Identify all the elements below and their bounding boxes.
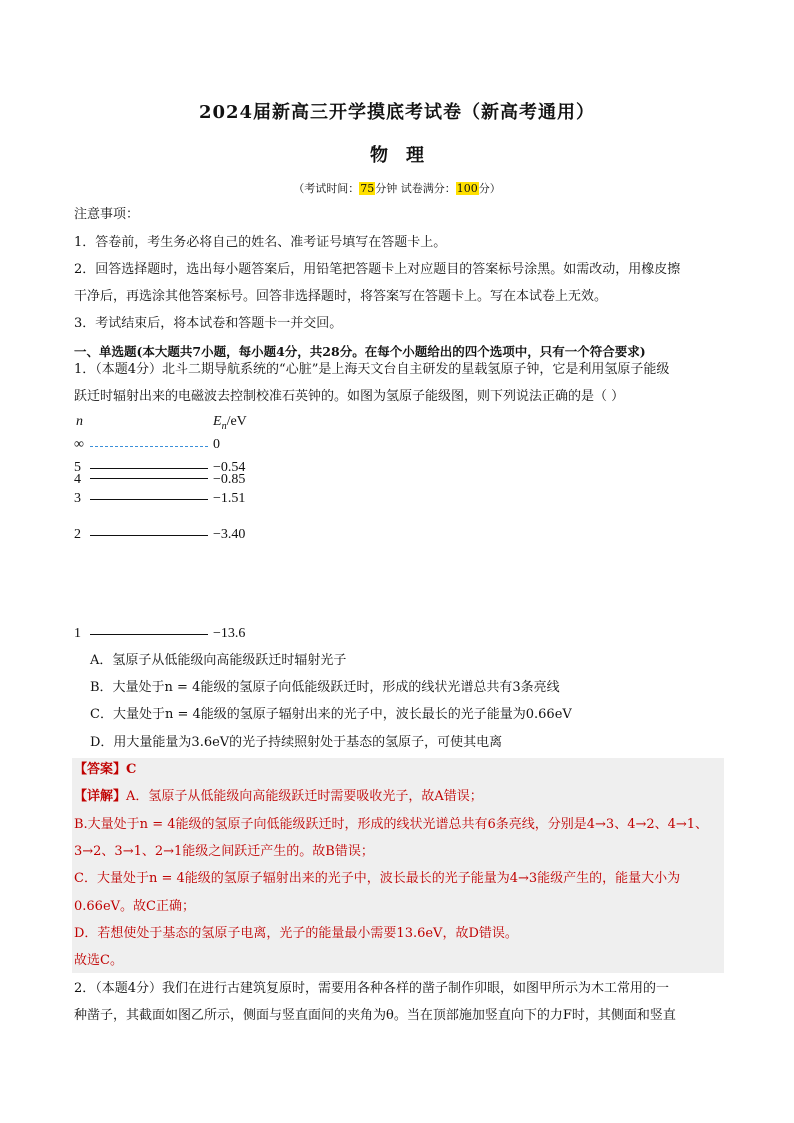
q1-explain-line: C．大量处于n = 4能级的氢原子辐射出来的光子中，波长最长的光子能量为4→3能级产生的，能量大小为 [74, 871, 681, 886]
level-n-3: 3 [74, 491, 81, 506]
note-item: 干净后，再选涂其他答案标号。回答非选择题时，将答案写在答题卡上。写在本试卷上无效。 [74, 289, 608, 304]
level-line-2 [90, 535, 208, 536]
level-n-inf: ∞ [74, 437, 84, 452]
level-e-inf: 0 [213, 437, 220, 452]
q1-explain-line: 0.66eV。故C正确； [74, 899, 195, 914]
time-prefix: （考试时间： [293, 182, 360, 195]
q1-option-b: B．大量处于n = 4能级的氢原子向低能级跃迁时，形成的线状光谱总共有3条亮线 [90, 680, 560, 695]
level-line-4 [90, 478, 208, 479]
level-line-5 [90, 468, 208, 469]
q1-explain-line: 3→2、3→1、2→1能级之间跃迁产生的。故B错误； [74, 844, 374, 859]
level-n-4: 4 [74, 472, 81, 487]
q1-explain-line: 【详解】A．氢原子从低能级向高能级跃迁时需要吸收光子，故A错误； [74, 789, 483, 804]
level-n-5: 5 [74, 460, 81, 475]
q1-conclusion: 故选C。 [74, 953, 123, 968]
level-e-3: −1.51 [213, 491, 246, 506]
q1-option-c: C．大量处于n = 4能级的氢原子辐射出来的光子中，波长最长的光子能量为0.66eV [90, 707, 572, 722]
note-item: 3．考试结束后，将本试卷和答题卡一并交回。 [74, 316, 343, 331]
q1-explain-line: B.大量处于n = 4能级的氢原子向低能级跃迁时，形成的线状光谱总共有6条亮线，分别是4→3、4→2、4→1、 [74, 817, 709, 832]
level-n-1: 1 [74, 626, 81, 641]
level-e-2: −3.40 [213, 527, 246, 542]
q2-stem-line: 2．（本题4分）我们在进行古建筑复原时，需要用各种各样的凿子制作卯眼，如图甲所示为木工常用的一 [74, 981, 670, 996]
q1-stem-line: 跃迁时辐射出来的电磁波去控制校准石英钟的。如图为氢原子能级图，则下列说法正确的是（ ） [74, 389, 625, 404]
section-heading: 一、单选题(本大题共7小题，每小题4分，共28分。在每个小题给出的四个选项中，只有一个符合要求) [74, 344, 646, 359]
level-line-1 [90, 634, 208, 635]
exam-time-info [0, 180, 794, 196]
q1-stem-line: 1．（本题4分）北斗二期导航系统的“心脏”是上海天文台自主研发的星载氢原子钟，它是利用氢原子能级 [74, 362, 670, 377]
note-item: 2．回答选择题时，选出每小题答案后，用铅笔把答题卡上对应题目的答案标号涂黑。如需改动，用橡皮擦 [74, 262, 681, 277]
level-line-3 [90, 499, 208, 500]
energy-axis-label: $E_n/eV$ [213, 414, 247, 432]
q1-option-a: A．氢原子从低能级向高能级跃迁时辐射光子 [90, 653, 347, 668]
level-n-2: 2 [74, 527, 81, 542]
energy-level-diagram [70, 412, 330, 647]
time-value: 75 [360, 182, 375, 195]
score-suffix: 分） [478, 182, 501, 195]
level-line-inf [90, 446, 208, 447]
q2-stem-line: 种凿子，其截面如图乙所示，侧面与竖直面间的夹角为θ。当在顶部施加竖直向下的力F时，其侧面和竖直 [74, 1008, 676, 1023]
note-item: 1．答卷前，考生务必将自己的姓名、准考证号填写在答题卡上。 [74, 235, 447, 250]
subject-title: 物理 [370, 145, 442, 166]
q1-answer: 【答案】C [74, 762, 137, 777]
n-axis-label: n [76, 414, 83, 429]
q1-option-d: D．用大量能量为3.6eV的光子持续照射处于基态的氢原子，可使其电离 [90, 735, 503, 750]
time-mid: 分钟 试卷满分： [375, 182, 456, 195]
level-e-5: −0.54 [213, 460, 246, 475]
page-title: 2024届新高三开学摸底考试卷（新高考通用） [198, 102, 596, 123]
score-value: 100 [456, 182, 478, 195]
level-e-1: −13.6 [213, 626, 246, 641]
notes-heading: 注意事项： [74, 207, 140, 222]
q1-explain-line: D．若想使处于基态的氢原子电离，光子的能量最小需要13.6eV，故D错误。 [74, 926, 518, 941]
level-e-4: −0.85 [213, 472, 246, 487]
